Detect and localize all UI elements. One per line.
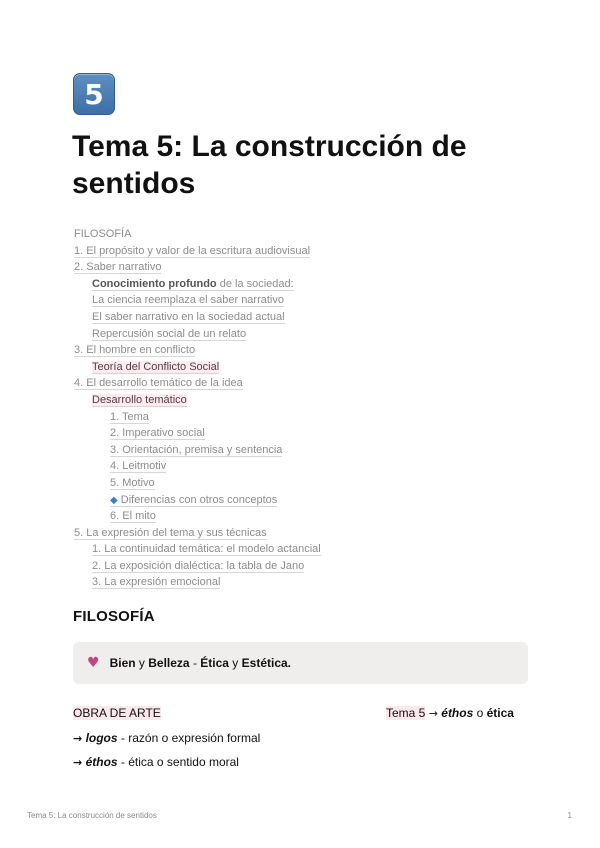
footer-title: Tema 5: La construcción de sentidos <box>27 811 157 820</box>
table-of-contents <box>74 226 534 591</box>
toc-item-hombre-conflicto[interactable]: 3. El hombre en conflicto <box>74 344 196 357</box>
callout-box <box>73 642 528 684</box>
section-heading: FILOSOFÍA <box>73 608 155 625</box>
toc-item-tema[interactable]: 1. Tema <box>110 410 149 423</box>
arrow-icon: → <box>73 756 83 769</box>
toc-item-orientacion[interactable]: 3. Orientación, premisa y sentencia <box>110 443 283 456</box>
toc-item-leitmotiv[interactable]: 4. Leitmotiv <box>110 460 167 473</box>
toc-item-filosofia[interactable]: FILOSOFÍA <box>74 228 132 240</box>
heart-icon: ♥ <box>87 655 100 671</box>
toc-item-repercusion[interactable]: Repercusión social de un relato <box>92 327 247 340</box>
toc-item-proposito[interactable]: 1. El propósito y valor de la escritura audiovisual <box>74 244 311 257</box>
callout-text: Bien y Belleza - Ética y Estética. <box>109 656 291 670</box>
arrow-icon: → <box>73 732 83 745</box>
toc-item-desarrollo-tematico[interactable]: Desarrollo temático <box>92 393 187 406</box>
toc-item-motivo[interactable]: 5. Motivo <box>110 476 155 489</box>
toc-item-continuidad[interactable]: 1. La continuidad temática: el modelo actancial <box>92 543 321 556</box>
toc-item-diferencias[interactable]: ◆ Diferencias con otros conceptos <box>110 493 278 506</box>
obra-de-arte-label: OBRA DE ARTE <box>73 706 161 720</box>
toc-item-desarrollo-tematico-idea[interactable]: 4. El desarrollo temático de la idea <box>74 377 243 390</box>
toc-item-sociedad-actual[interactable]: El saber narrativo en la sociedad actual <box>92 310 285 323</box>
toc-item-expresion-emocional[interactable]: 3. La expresión emocional <box>92 576 221 589</box>
toc-item-exposicion[interactable]: 2. La exposición dialéctica: la tabla de Jano <box>92 559 305 572</box>
toc-item-imperativo[interactable]: 2. Imperativo social <box>110 427 205 440</box>
toc-item-teoria-conflicto[interactable]: Teoría del Conflicto Social <box>92 360 220 373</box>
diamond-icon: ◆ <box>110 494 118 506</box>
bullet-logos: → logos - razón o expresión formal <box>73 731 261 745</box>
page-number: 1 <box>567 811 572 820</box>
toc-item-ciencia[interactable]: La ciencia reemplaza el saber narrativo <box>92 294 284 307</box>
bullet-ethos: → éthos - ética o sentido moral <box>73 755 239 769</box>
toc-item-saber-narrativo[interactable]: 2. Saber narrativo <box>74 261 162 274</box>
number-five-icon: 5 <box>73 73 115 115</box>
toc-item-conocimiento-profundo[interactable]: Conocimiento profundo de la sociedad: <box>92 277 294 290</box>
page-title: Tema 5: La construcción de sentidos <box>72 130 467 200</box>
toc-item-expresion-tema[interactable]: 5. La expresión del tema y sus técnicas <box>74 526 267 539</box>
tema-ethos-line: Tema 5 → éthos o ética <box>386 706 514 720</box>
toc-item-mito[interactable]: 6. El mito <box>110 510 156 523</box>
arrow-icon: → <box>428 707 438 720</box>
